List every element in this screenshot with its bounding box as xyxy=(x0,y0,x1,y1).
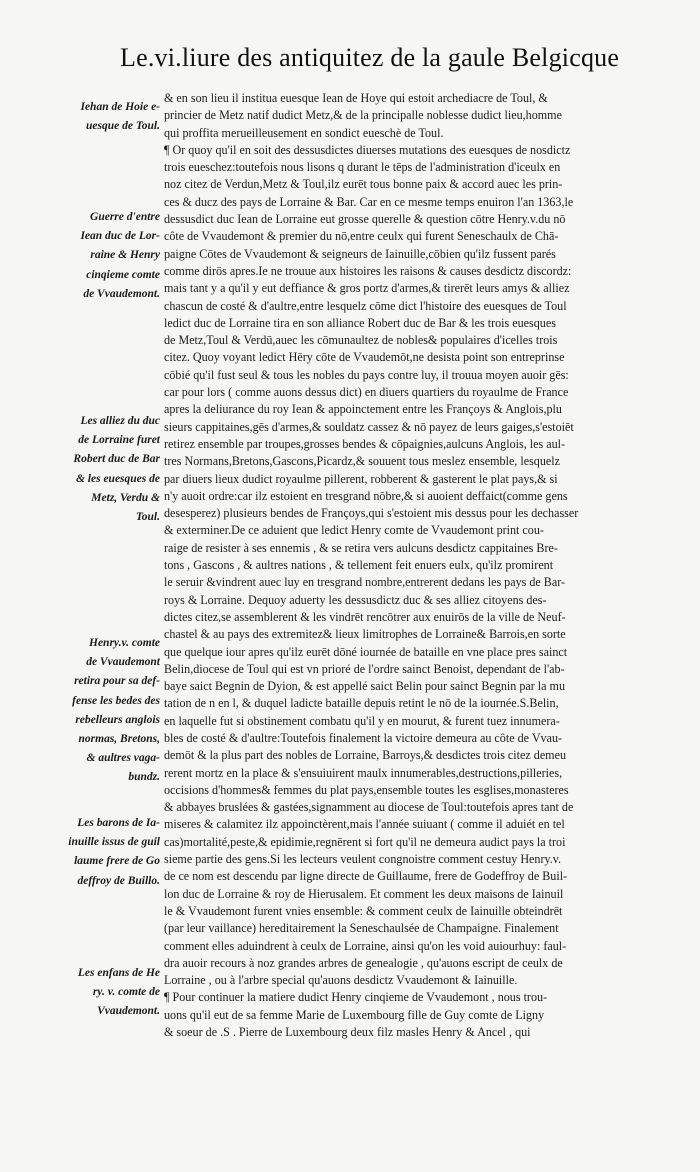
body-text-line: tres Normans,Bretons,Gascons,Picardz,& souuent tous meslez ensemble, lesquelz xyxy=(164,454,560,469)
margin-note-line: Vvaudemont. xyxy=(97,1005,160,1018)
margin-note xyxy=(12,634,160,788)
margin-note-line: normas, Bretons, xyxy=(78,733,160,746)
margin-note-line: retira pour sa def- xyxy=(74,675,160,688)
body-text-line: paigne Cōtes de Vvaudemont & seigneurs de Iainuille,cōbien qu'ilz fussent parés xyxy=(164,246,556,261)
body-text-line: car pour lors ( comme auons dessus dict) en diuers quartiers du royaulme de France xyxy=(164,385,569,400)
margin-note-line: de Vvaudemont. xyxy=(83,287,160,300)
margin-note xyxy=(12,412,160,527)
body-text-line: mais tant y a qu'il y eut deffiance & gros portz d'armes,& tirerēt leurs amys & alliez xyxy=(164,281,570,296)
margin-note-line: Robert duc de Bar xyxy=(73,453,160,466)
body-text-line: comment elles aduindrent à ceulx de Lorraine, ainsi qu'on les void auiourhuy: faul- xyxy=(164,938,567,953)
body-text-line: n'y auoit ordre:car ilz estoient en tresgrand nōbre,& si auoient deffaict(comme gens xyxy=(164,488,568,503)
margin-note-line: raine & Henry xyxy=(90,249,160,262)
body-text-line: apres la deliurance du roy Iean & appoinctement entre les Françoys & Anglois,plu xyxy=(164,402,562,417)
margin-note-line: ry. v. comte de xyxy=(92,986,160,999)
body-text-line: occisions d'hommes& femmes du plat pays,ensemble toutes les esglises,monasteres xyxy=(164,782,569,797)
running-header: Le.vi.liure des antiquitez de la gaule Belgicque xyxy=(120,43,620,72)
body-text-line: trois eueschez:toutefois nous lisons q durant le tēps de l'administration d'iceulx en xyxy=(164,160,561,175)
body-text-line: desesperez) plusieurs bendes de Françoys,qui s'estoient mis dessus pour les dechasser xyxy=(164,506,579,521)
body-text-line: ledict duc de Lorraine tira en son alliance Robert duc de Bar & les trois euesques xyxy=(164,315,556,330)
margin-note-line: Toul. xyxy=(135,511,160,524)
body-text-line: citez. Quoy voyant ledict Hēry cōte de Vvaudemōt,ne desista point son entreprinse xyxy=(164,350,565,365)
margin-note-line: Henry.v. comte xyxy=(89,637,160,649)
body-text-line: dictes citez,se assemblerent & les vindrēt rencōtrer aux enuirōs de la ville de Neuf- xyxy=(164,609,566,624)
margin-note-line: laume frere de Go xyxy=(74,855,160,868)
body-text-line: dra auoir recours à noz grandes arbres de genealogie , qu'auons escript de ceulx de xyxy=(164,955,563,970)
margin-note-line: de Vvaudemont xyxy=(86,656,160,669)
body-text-line: que quelque iour apres qu'ilz eurēt dōné iournée de bataille en vne place pres sainct xyxy=(164,644,568,659)
body-text-line: princier de Metz natif dudict Metz,& de la principalle noblesse dudict lieu,homme xyxy=(164,108,562,123)
body-text-line: bles de costé & d'aultre:Toutefois finalement la victoire demeura au côte de Vvau- xyxy=(164,730,563,745)
margin-note-line: & aultres vaga- xyxy=(86,752,160,765)
margin-note-line: & les euesques de xyxy=(75,472,160,485)
body-text-line: le & Vvaudemont furent vnies ensemble: & comment ceulx de Iainuille obteindrēt xyxy=(164,903,563,918)
body-text-line: ces & ducz des pays de Lorraine & Bar. Car en ce mesme temps enuiron l'an 1363,le xyxy=(164,194,574,209)
body-text-line: retirez ensemble par troupes,grosses bendes & cōpaignies,aulcuns Anglois, les aul- xyxy=(164,436,566,451)
margin-note-line: Les enfans de He xyxy=(77,967,160,979)
body-text-line: Lorraine , ou à l'arbre special qu'auons desdictz Vvaudemont & Iainuille. xyxy=(164,973,518,988)
body-text-line: lon duc de Lorraine & roy de Hierusalem. Et comment les deux maisons de Iainuil xyxy=(164,886,564,901)
margin-note-line: rebelleurs anglois xyxy=(75,713,160,726)
body-text-line: chascun de costé & d'aultre,entre lesquelz cōme dict l'histoire des euesques de Toul xyxy=(164,298,567,313)
body-text xyxy=(164,90,684,1041)
body-text-line: le seruir &vindrent auec luy en tresgrand nombre,entrerent dedans les pays de Bar- xyxy=(164,575,566,590)
margin-note-line: cinqieme comte xyxy=(86,268,160,281)
body-text-line: de ce nom est descendu par ligne directe de Guillaume, frere de Godeffroy de Buil- xyxy=(164,869,568,884)
body-text-line: ¶ Pour continuer la matiere dudict Henry cinqieme de Vvaudemont , nous trou- xyxy=(164,990,548,1005)
body-text-line: noz citez de Verdun,Metz & Toul,ilz eurēt tous bonne paix & accord auec les prin- xyxy=(164,177,563,192)
margin-note xyxy=(12,98,160,136)
margin-note-line: Les barons de Ia- xyxy=(77,817,160,829)
margin-note-line: bundz. xyxy=(128,771,160,784)
body-text-line: & abbayes bruslées & gastées,signamment au diocese de Toul:toutefois apres tant de xyxy=(164,800,574,815)
body-text-line: cōbié qu'il fust seul & tous les nobles du pays contre luy, il trouua moyen auoir gēs: xyxy=(164,367,569,382)
body-text-line: demōt & la plus part des nobles de Lorraine, Barroys,& desdictes trois citez demeu xyxy=(164,748,567,763)
body-text-line: rerent mortz en la place & s'ensuiuirent maulx innumerables,destructions,pilleries, xyxy=(164,765,563,780)
body-text-line: sieme partie des gens.Si les lecteurs veulent congnoistre comment cestuy Henry.v. xyxy=(164,852,562,867)
body-text-line: comme dirōs apres.Ie ne trouue aux histoires les raisons & causes desdictz discordz: xyxy=(164,263,572,278)
body-text-line: & en son lieu il institua euesque Iean de Hoye qui estoit archediacre de Toul, & xyxy=(164,91,548,105)
margin-note-line: Les alliez du duc xyxy=(80,415,160,427)
body-text-line: côte de Vvaudemont & premier du nō,entre ceulx qui furent Seneschaulx de Chā- xyxy=(164,229,559,244)
body-text-line: qui proffita merueilleusement en sondict eueschè de Toul. xyxy=(164,125,444,140)
margin-note-line: fense les bedes des xyxy=(72,694,160,707)
body-text-line: & exterminer.De ce aduient que ledict Henry comte de Vvaudemont print cou- xyxy=(164,523,544,538)
body-text-line: miseres & calamitez ilz appoinctèrent,mais l'année suiuant ( comme il aduiét en tel xyxy=(164,817,565,832)
body-text-line: chastel & au pays des extremitez& lieux limitrophes de Lorraine& Barrois,en sorte xyxy=(164,627,566,642)
margin-note-line: de Lorraine furet xyxy=(78,434,160,447)
margin-note-line: deffroy de Buillo. xyxy=(77,874,160,887)
body-text-line: roys & Lorraine. Dequoy aduerty les dessusdictz duc & ses alliez citoyens des- xyxy=(164,592,547,607)
body-text-line: ¶ Or quoy qu'il en soit des dessusdictes diuerses mutations des euesques de nosdictz xyxy=(164,142,571,157)
margin-note xyxy=(12,964,160,1022)
body-text-line: en laquelle fut si obstinement combatu qu'il y en mourut, & furent tuez innumera- xyxy=(164,713,560,728)
margin-note-line: Iean duc de Lor- xyxy=(80,230,160,243)
margin-note xyxy=(12,814,160,891)
margin-note-line: Metz, Verdu & xyxy=(91,491,160,504)
body-text-line: (par leur vaillance) hereditairement la Seneschaulsée de Champaigne. Finalement xyxy=(164,921,559,936)
body-text-line: Belin,diocese de Toul qui est vn prioré de l'ordre sainct Benoist, dependant de l'ab- xyxy=(164,661,565,676)
body-text-line: dessusdict duc Iean de Lorraine eut grosse querelle & question cōtre Henry.v.du nō xyxy=(164,212,566,227)
body-text-line: & soeur de .S . Pierre de Luxembourg deux filz masles Henry & Ancel , qui xyxy=(164,1025,531,1040)
margin-note-line: inuille issus de guil xyxy=(68,836,160,849)
margin-note-line: Iehan de Hoie e- xyxy=(80,101,160,113)
margin-note-line: Guerre d'entre xyxy=(90,211,160,223)
body-text-line: par diuers lieux dudict royaulme pillerent, robberent & gasterent le plat pays,& si xyxy=(164,471,558,486)
body-text-line: tons , Gascons , & aultres nations , & tellement feit enuers eulx, qu'ilz promirent xyxy=(164,558,554,573)
body-text-line: tation de n en l, & duquel ladicte bataille depuis retint le nō de la iournée.S.Belin, xyxy=(164,696,559,711)
margin-note xyxy=(12,208,160,304)
body-text-line: baye saict Begnin de Dyion, & est appellé saict Belin pour sainct Begnin par la mu xyxy=(164,679,566,694)
body-text-line: raige de resister à ses ennemis , & se retira vers aulcuns desdictz cappitaines Bre- xyxy=(164,540,558,555)
margin-note-line: uesque de Toul. xyxy=(85,120,160,133)
body-text-line: sieurs cappitaines,gēs d'armes,& souldatz cassez & nō payez de leurs gaiges,s'estoiēt xyxy=(164,419,574,434)
body-text-line: uons qu'il eut de sa femme Marie de Luxembourg fille de Guy comte de Ligny xyxy=(164,1007,545,1022)
body-text-line: de Metz,Toul & Verdū,auec les cōmunaultez de nobles& populaires d'icelles trois xyxy=(164,333,558,348)
body-text-line: cas)mortalité,peste,& epidimie,regnērent si fort qu'il ne demeura audict pays la troi xyxy=(164,834,566,849)
